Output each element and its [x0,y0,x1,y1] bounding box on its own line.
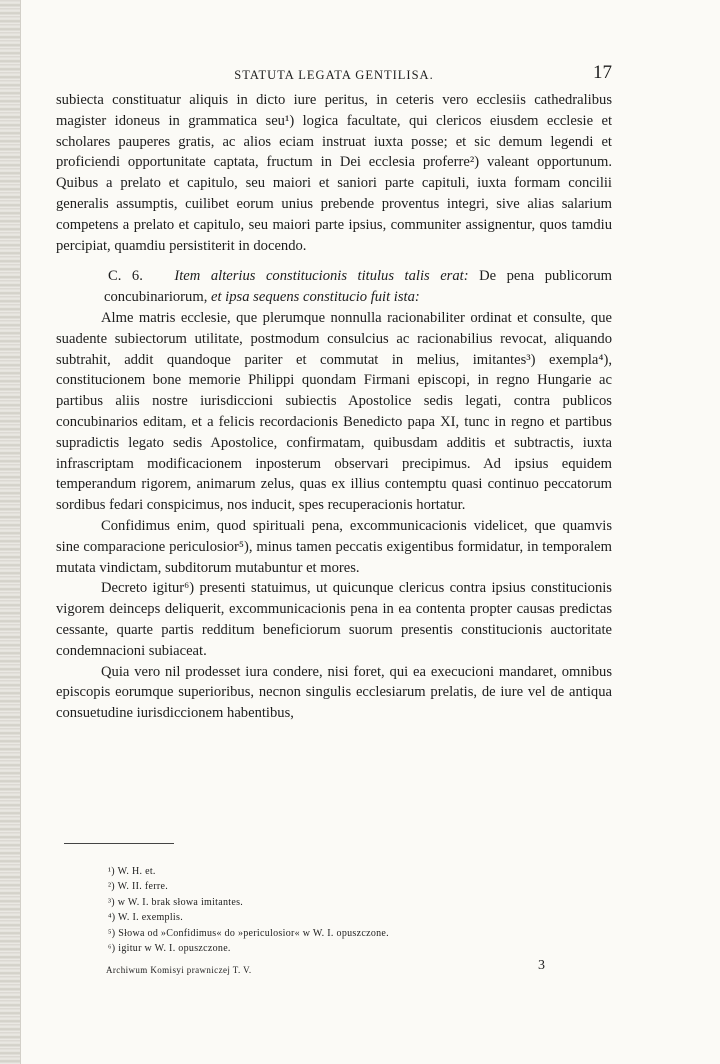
paragraph: Alme matris ecclesie, que plerumque nonnulla racionabiliter ordinat et consulte, que suadente subiectorum utilitate, postmodum consulcius ac racionabilius revocat, aliquando subtrahit, addit quandoque pariter et commutat in melius, imitantes³) exempla⁴), constitucionem bone memorie Philippi quondam Firmani episcopi, in regno Hungarie ac partibus aliis nostre iurisdiccioni subiectis Apostolice sedis legati, contra publicos concubinarios editam, et a felicis recordacionis Benedicto papa XI, tunc in regno et partibus supradictis legato sedis Apostolice, confirmatam, quibusdam additis et subtractis, iuxta infrascriptam modificacionem inposterum observari precipimus. Ad ipsius equidem temperandum rigorem, animarum zelus, quas ex illius contemptu quasi continuo peccatorum sordibus fedari conspicimus, nos inducit, spes recuperacionis hortatur. [56,309,612,514]
paragraph: Confidimus enim, quod spirituali pena, excommunicacionis videlicet, que quamvis sine comparacione periculosior⁵), minus tamen peccatis exigentibus formidatur, in temporalem mutata vindictam, subditorum mutabuntur et mores. [56,517,612,576]
section-italic-intro: Item alterius constitucionis titulus talis erat: [174,268,469,285]
footnote [108,895,604,910]
document-page [56,60,612,724]
footnote-text: w W. I. brak słowa imitantes. [117,896,244,908]
footnote [108,864,604,879]
footnote-text: igitur w W. I. opuszczone. [118,943,231,955]
footnote-text: Słowa od »Confidimus« do »periculosior« w W. I. opuszczone. [118,927,389,939]
section-title: De pena publicorum concubinariorum, [104,268,612,306]
scan-binding-edge [0,0,21,1064]
footnote-text: W. H. et. [117,866,156,877]
paragraph: Decreto igitur⁶) presenti statuimus, ut quicunque clericus contra ipsius constitucionis vigorem deinceps deliquerit, excommunicacionis pena in ea contenta propter causas predictas cessante, quarte partis redditum beneficiorum suorum presentis constitucionis auctoritate condemnacioni subiaceat. [56,580,612,659]
signature-mark: 3 [538,958,545,973]
printer-signature-line: Archiwum Komisyi prawniczej T. V. [106,965,252,975]
footnote [108,941,604,956]
footnote-text: W. I. exemplis. [118,912,184,924]
section-label: C. 6. [108,268,143,285]
footnote-list [64,864,604,956]
footnote-mark: ⁶) [108,943,116,955]
footnote [108,926,604,941]
section-italic-outro: et ipsa sequens constitucio fuit ista: [211,289,420,306]
paragraph: Quia vero nil prodesset iura condere, nisi foret, qui ea execucioni mandaret, omnibus episcopis eorumque superioribus, necnon singulis ecclesiarum prelatis, de iure vel de antiqua consuetudine iurisdiccionem habentibus, [56,663,612,722]
running-title: STATUTA LEGATA GENTILISA. [234,68,434,82]
paragraph: subiecta constituatur aliquis in dicto iure peritus, in ceteris vero ecclesiis cathedralibus magister idoneus in grammatica seu¹) logica facultate, qui clericos eiusdem ecclesie et scholares pauperes gratis, ac alios eciam instruat iuxta posse; et sic demum legendi et proficiendi opportunitate captata, fructum in Dei ecclesia proferre²) valeant opportunum. Quibus a prelato et capitulo, seu maiori et saniori parte capituli, iuxta formam concilii generalis assumptis, cuilibet eorum unius prebende proventus integri, sive alias salarium competens a prelato et capitulo, seu maiori parte ipsius, communiter assignentur, quos tamdiu percipiat, quamdiu persistiterit in docendo. [56,92,612,254]
footnote-mark: ³) [108,896,115,908]
footnotes [64,843,604,956]
body-text [56,90,612,724]
footnote [108,910,604,925]
page-header [56,60,612,90]
footnote-mark: ¹) [108,866,115,877]
page-number: 17 [593,62,612,83]
footnote-mark: ⁵) [108,927,116,939]
section-heading [80,266,612,308]
footnote-text: W. II. ferre. [117,881,169,893]
footnote-mark: ²) [108,881,115,893]
footnote-divider [64,843,174,844]
footnote-mark: ⁴) [108,912,116,924]
footnote [108,879,604,894]
